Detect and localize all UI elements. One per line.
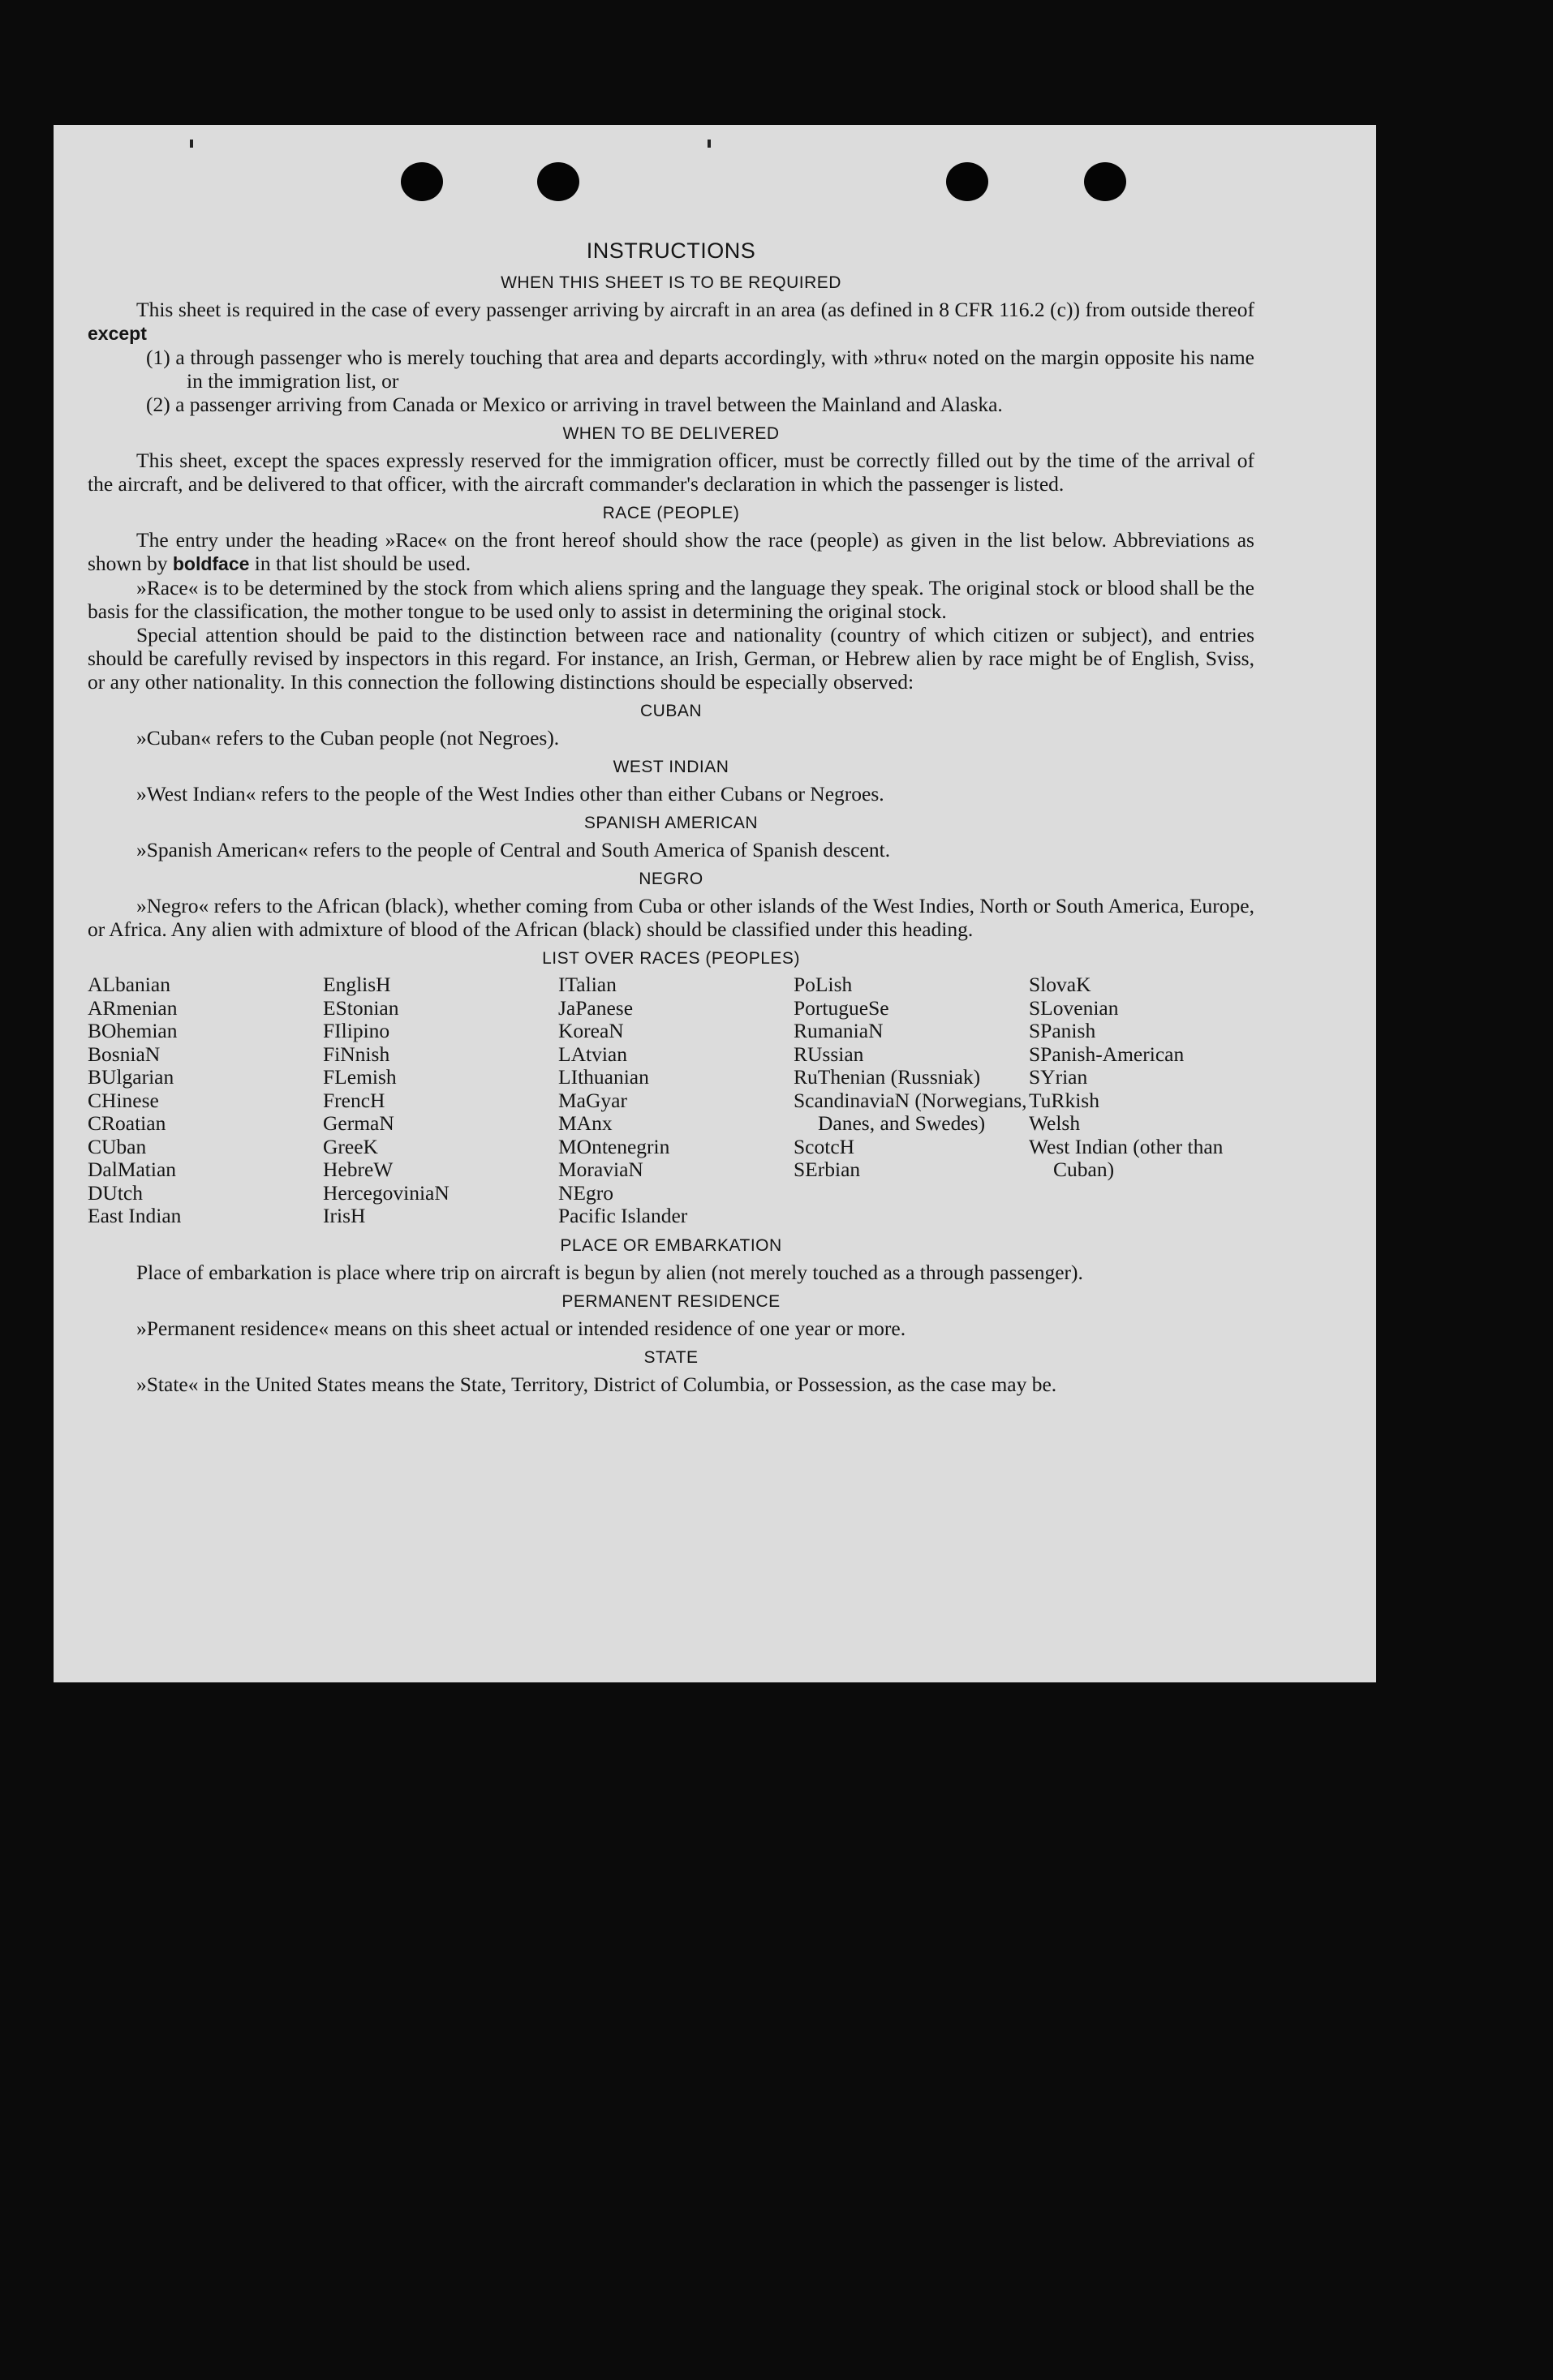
race-entry: IrisH [323,1204,366,1227]
race-entry: DalMatian [88,1158,177,1181]
race-entry: ITalian [558,973,617,996]
race-entry: ARmenian [88,995,178,1020]
heading-race: RACE (PEOPLE) [602,504,740,522]
paragraph-race-3: Special attention should be paid to the distinction between race and nationality (country of which citizen or subject), and entries should be carefully revised by inspectors in this regard. For instance, an Irish, German, or Hebrew alien by race might be of English, Sviss, or any other nationality. In this connection the following distinctions should be especially observed: [88,623,1254,694]
exception-item-2: (2) a passenger arriving from Canada or Mexico or arriving in travel between the Mainland and Alaska. [146,393,1003,416]
boldface-word: boldface [172,553,250,574]
race-entry: DUtch [88,1180,143,1205]
paragraph-race-2: »Race« is to be determined by the stock from which aliens spring and the language they speak. The original stock or blood shall be the basis for the classification, the mother tongue to be used only to assist in determining the original stock. [88,576,1254,623]
race-entry: Pacific Islander [558,1204,688,1227]
punch-hole [537,162,579,201]
race-entry: PortugueSe [794,995,889,1020]
heading-when-required: WHEN THIS SHEET IS TO BE REQUIRED [501,273,841,292]
race-entry: NEgro [558,1180,613,1205]
paragraph-spanish-american: »Spanish American« refers to the people of Central and South America of Spanish descent. [136,838,891,861]
race-entry: EnglisH [323,973,391,996]
race-column [558,973,794,1228]
heading-cuban: CUBAN [639,702,702,720]
race-entry: GermaN [323,1111,394,1135]
speck [190,140,193,148]
race-column [794,973,1029,1228]
race-list [88,973,1254,1228]
race-entry: BOhemian [88,1019,178,1042]
race-entry: KoreaN [558,1019,624,1042]
paragraph-when-delivered: This sheet, except the spaces expressly reserved for the immigration officer, must be correctly filled out by the time of the arrival of the aircraft, and be delivered to that officer, with the aircraft commander's declaration in which the passenger is listed. [88,449,1254,496]
race-entry: GreeK [323,1134,378,1158]
speck [708,140,711,148]
heading-embarkation: PLACE OR EMBARKATION [560,1235,782,1255]
paragraph-west-indian: »West Indian« refers to the people of the West Indies other than either Cubans or Negroes. [136,782,884,806]
page-title: INSTRUCTIONS [586,238,756,263]
punch-hole [946,162,988,201]
race-entry: RumaniaN [794,1019,884,1042]
heading-west-indian: WEST INDIAN [613,758,729,776]
race-entry: CHinese [88,1088,159,1112]
paragraph-negro: »Negro« refers to the African (black), whether coming from Cuba or other islands of the West Indies, North or South America, Europe, or Africa. Any alien with admixture of blood of the African (black) should be classified under this heading. [88,894,1254,941]
race-entry: SPanish [1029,1019,1096,1042]
punch-hole [401,162,443,201]
heading-when-delivered: WHEN TO BE DELIVERED [562,424,780,443]
document-sheet [54,125,1376,1682]
race-entry: PoLish [794,973,853,996]
when-required-text: This sheet is required in the case of every passenger arriving by aircraft in an area (as defined in 8 CFR 116.2 (c)) from outside thereof [136,298,1254,321]
race-entry: East Indian [88,1204,182,1227]
race-entry: MoraviaN [558,1158,643,1181]
race-entry: FLemish [323,1065,397,1089]
race-entry: CRoatian [88,1111,166,1135]
race-entry: HercegoviniaN [323,1180,450,1205]
race-column [1029,973,1264,1228]
race-entry: FiNnish [323,1042,390,1066]
race-entry: Welsh [1029,1111,1081,1135]
paragraph-residence: »Permanent residence« means on this sheet actual or intended residence of one year or more. [136,1316,906,1340]
except-bold: except [88,323,147,344]
heading-spanish-american: SPANISH AMERICAN [583,814,759,832]
race-p1-a: The entry under the heading »Race« on the front hereof should show the race (people) as given in the list below. Abbreviations as shown by [88,528,1254,575]
race-entry: West Indian (other than Cuban) [1029,1134,1224,1181]
paragraph-embarkation: Place of embarkation is place where trip on aircraft is begun by alien (not merely touched as a through passenger). [136,1260,1083,1284]
paragraph-state: »State« in the United States means the State, Territory, District of Columbia, or Possession, as the case may be. [136,1372,1057,1396]
race-entry: LIthuanian [558,1065,649,1089]
heading-negro: NEGRO [639,870,703,888]
race-entry: ALbanian [88,973,170,996]
paragraph-race-1 [88,528,1254,576]
race-entry: SErbian [794,1158,861,1181]
race-p1-b: in that list should be used. [254,552,471,575]
race-entry: SPanish-American [1029,1042,1185,1066]
race-entry: JaPanese [558,995,634,1020]
race-entry: MAnx [558,1111,613,1135]
race-entry: FIlipino [323,1019,390,1042]
paragraph-cuban: »Cuban« refers to the Cuban people (not Negroes). [136,726,560,750]
heading-residence: PERMANENT RESIDENCE [561,1291,781,1311]
race-entry: ScotcH [794,1134,855,1158]
race-entry: FrencH [323,1088,385,1112]
punch-hole [1084,162,1126,201]
race-entry: EStonian [323,995,399,1020]
exception-item-1: (1) a through passenger who is merely touching that area and departs accordingly, with »thru« noted on the margin opposite his name in the immigration list, or [146,346,1254,393]
heading-race-list: LIST OVER RACES (PEOPLES) [542,949,800,968]
race-column [323,973,558,1228]
race-entry: CUban [88,1134,147,1158]
heading-state: STATE [643,1347,699,1367]
race-entry: SLovenian [1029,995,1119,1020]
race-entry: RuThenian (Russniak) [794,1065,981,1089]
race-entry: BUlgarian [88,1065,174,1089]
race-entry: BosniaN [88,1042,161,1066]
race-entry: TuRkish [1029,1088,1099,1112]
race-column [88,973,323,1228]
race-entry: HebreW [323,1158,394,1181]
race-entry: MOntenegrin [558,1134,670,1158]
race-entry: MaGyar [558,1088,627,1112]
race-entry: ScandinaviaN (Norwegians, Danes, and Swedes) [794,1088,1027,1135]
race-entry: LAtvian [558,1042,627,1066]
race-entry: SYrian [1029,1065,1088,1089]
paragraph-when-required [88,298,1254,346]
race-entry: SlovaK [1029,973,1091,996]
race-entry: RUssian [794,1042,864,1066]
